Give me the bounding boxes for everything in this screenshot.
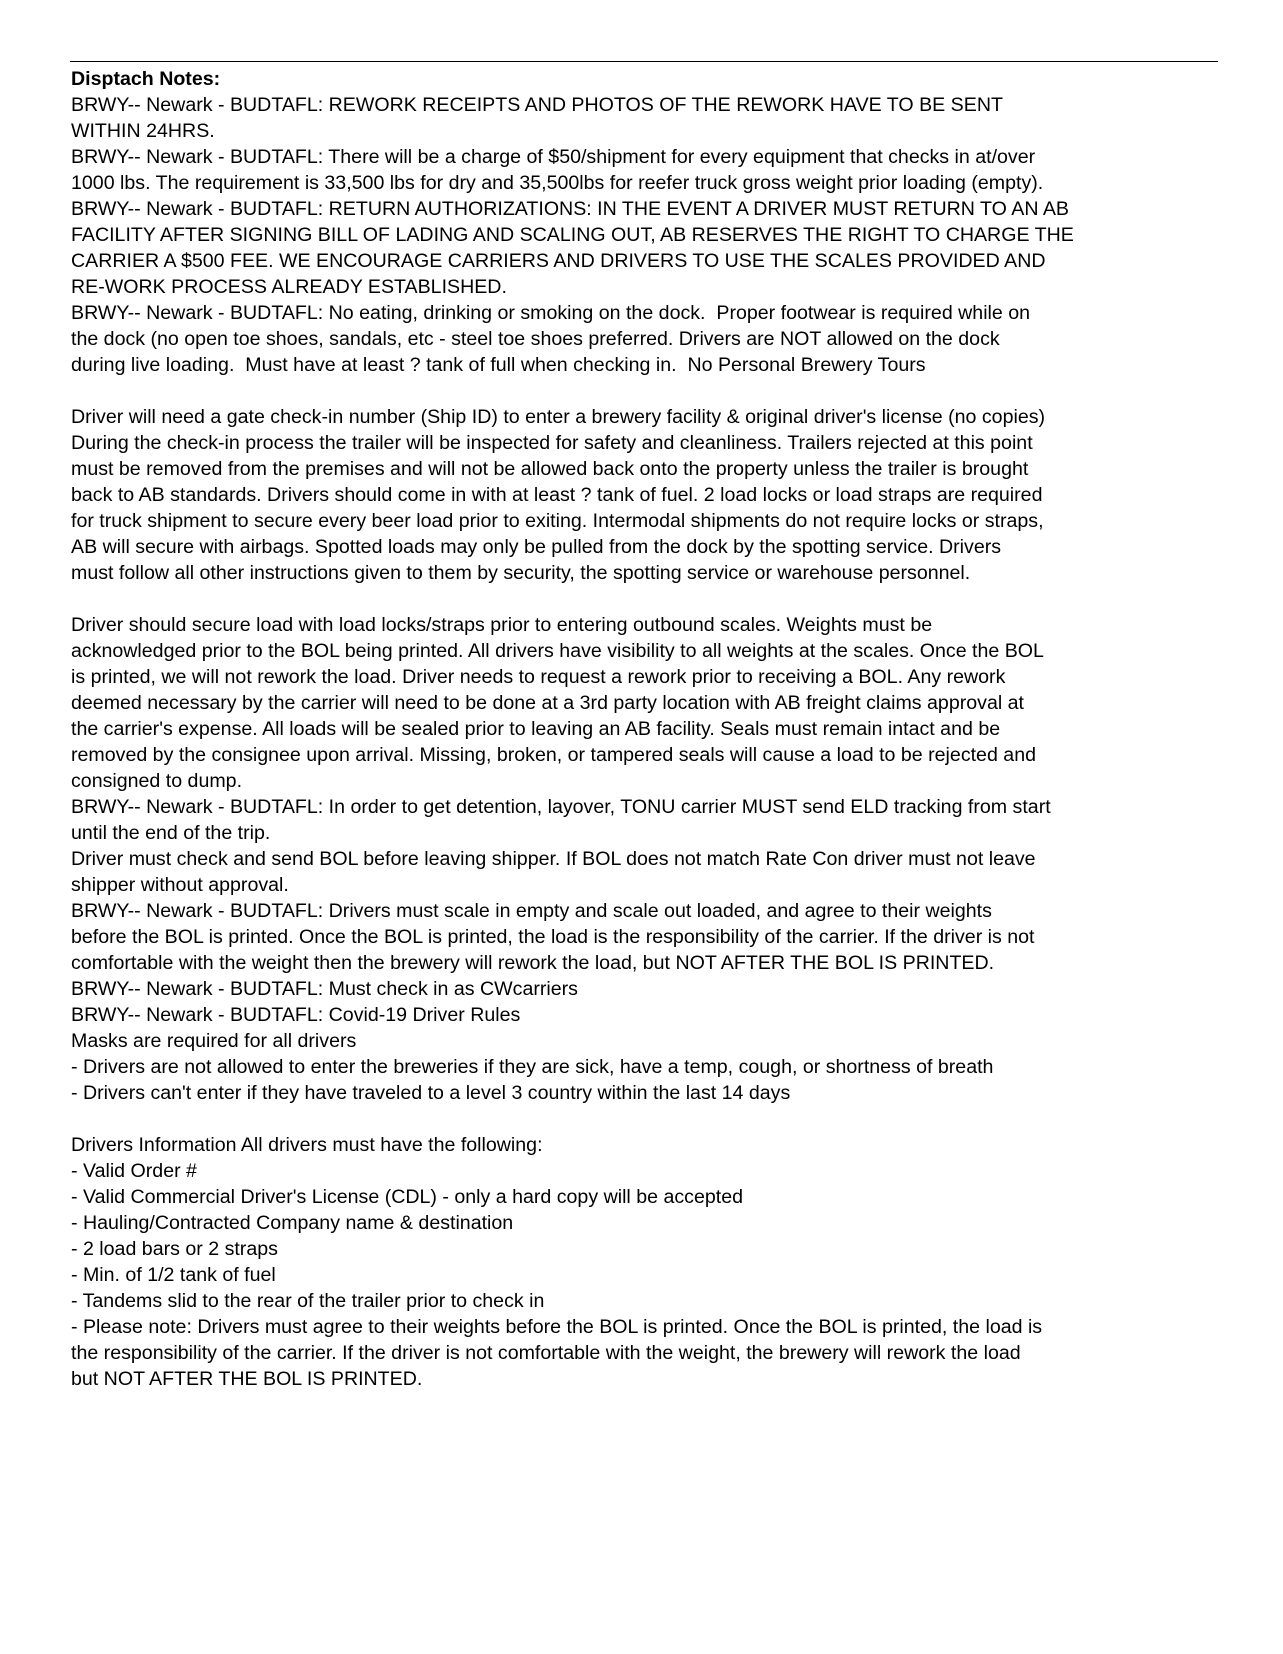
text-line: BRWY-- Newark - BUDTAFL: REWORK RECEIPTS AND PHOTOS OF THE REWORK HAVE TO BE SENT [71, 94, 1003, 116]
text-line: the dock (no open toe shoes, sandals, etc - steel toe shoes preferred. Drivers are NOT allowed on the dock [71, 328, 1000, 350]
text-line: before the BOL is printed. Once the BOL is printed, the load is the responsibility of the carrier. If the driver is not [71, 926, 1035, 948]
text-line: FACILITY AFTER SIGNING BILL OF LADING AND SCALING OUT, AB RESERVES THE RIGHT TO CHARGE THE [71, 224, 1074, 246]
text-line: BRWY-- Newark - BUDTAFL: Drivers must scale in empty and scale out loaded, and agree to their weights [71, 900, 992, 922]
text-line: - Drivers can't enter if they have traveled to a level 3 country within the last 14 days [71, 1082, 791, 1104]
text-line: Masks are required for all drivers [71, 1030, 357, 1052]
text-line: BRWY-- Newark - BUDTAFL: No eating, drinking or smoking on the dock. Proper footwear is required while on [71, 302, 1031, 324]
text-line: is printed, we will not rework the load. Driver needs to request a rework prior to receiving a BOL. Any rework [71, 666, 1006, 688]
text-line: CARRIER A $500 FEE. WE ENCOURAGE CARRIERS AND DRIVERS TO USE THE SCALES PROVIDED AND [71, 250, 1046, 272]
text-line: AB will secure with airbags. Spotted loads may only be pulled from the dock by the spotting service. Drivers [71, 536, 1002, 558]
text-line: back to AB standards. Drivers should come in with at least ? tank of fuel. 2 load locks or load straps are required [71, 484, 1043, 506]
text-line: Driver must check and send BOL before leaving shipper. If BOL does not match Rate Con driver must not leave [71, 848, 1036, 870]
text-line: BRWY-- Newark - BUDTAFL: Must check in as CWcarriers [71, 978, 578, 1000]
text-line: until the end of the trip. [71, 822, 271, 844]
blank-line [71, 378, 1231, 404]
text-line: - Min. of 1/2 tank of fuel [71, 1264, 276, 1286]
top-horizontal-rule [70, 61, 1218, 62]
dispatch-notes-document [71, 66, 1231, 1392]
text-line: BRWY-- Newark - BUDTAFL: RETURN AUTHORIZATIONS: IN THE EVENT A DRIVER MUST RETURN TO AN AB [71, 198, 1069, 220]
text-line: WITHIN 24HRS. [71, 120, 215, 142]
text-line: 1000 lbs. The requirement is 33,500 lbs for dry and 35,500lbs for reefer truck gross weight prior loading (empty). [71, 172, 1044, 194]
blank-line [71, 1106, 1231, 1132]
text-line: BRWY-- Newark - BUDTAFL: There will be a charge of $50/shipment for every equipment that checks in at/over [71, 146, 1036, 168]
text-line: - 2 load bars or 2 straps [71, 1238, 278, 1260]
dispatch-notes-heading: Disptach Notes: [71, 68, 221, 90]
text-line: BRWY-- Newark - BUDTAFL: Covid-19 Driver Rules [71, 1004, 521, 1026]
text-line: the carrier's expense. All loads will be sealed prior to leaving an AB facility. Seals must remain intact and be [71, 718, 1001, 740]
text-line: for truck shipment to secure every beer load prior to exiting. Intermodal shipments do not require locks or straps, [71, 510, 1044, 532]
text-line: during live loading. Must have at least ? tank of full when checking in. No Personal Brewery Tours [71, 354, 926, 376]
text-line: - Drivers are not allowed to enter the breweries if they are sick, have a temp, cough, or shortness of breath [71, 1056, 994, 1078]
text-line: consigned to dump. [71, 770, 243, 792]
text-line: must follow all other instructions given to them by security, the spotting service or warehouse personnel. [71, 562, 971, 584]
text-line: acknowledged prior to the BOL being printed. All drivers have visibility to all weights at the scales. Once the BOL [71, 640, 1044, 662]
text-line: Driver will need a gate check-in number (Ship ID) to enter a brewery facility & original driver's license (no copies) [71, 406, 1046, 428]
text-line: Driver should secure load with load locks/straps prior to entering outbound scales. Weights must be [71, 614, 933, 636]
text-line: shipper without approval. [71, 874, 289, 896]
text-line: - Please note: Drivers must agree to their weights before the BOL is printed. Once the BOL is printed, the load is [71, 1316, 1043, 1338]
text-line: - Valid Commercial Driver's License (CDL) - only a hard copy will be accepted [71, 1186, 743, 1208]
text-line: - Hauling/Contracted Company name & destination [71, 1212, 514, 1234]
blank-line [71, 586, 1231, 612]
text-line: - Tandems slid to the rear of the trailer prior to check in [71, 1290, 545, 1312]
dispatch-notes-body [71, 92, 1231, 1392]
text-line: removed by the consignee upon arrival. Missing, broken, or tampered seals will cause a load to be rejected and [71, 744, 1036, 766]
text-line: - Valid Order # [71, 1160, 197, 1182]
text-line: comfortable with the weight then the brewery will rework the load, but NOT AFTER THE BOL IS PRINTED. [71, 952, 995, 974]
text-line: During the check-in process the trailer will be inspected for safety and cleanliness. Trailers rejected at this point [71, 432, 1033, 454]
text-line: but NOT AFTER THE BOL IS PRINTED. [71, 1368, 423, 1390]
text-line: Drivers Information All drivers must have the following: [71, 1134, 543, 1156]
text-line: BRWY-- Newark - BUDTAFL: In order to get detention, layover, TONU carrier MUST send ELD tracking from start [71, 796, 1051, 818]
text-line: must be removed from the premises and will not be allowed back onto the property unless the trailer is brought [71, 458, 1029, 480]
text-line: RE-WORK PROCESS ALREADY ESTABLISHED. [71, 276, 507, 298]
text-line: the responsibility of the carrier. If the driver is not comfortable with the weight, the brewery will rework the load [71, 1342, 1021, 1364]
text-line: deemed necessary by the carrier will need to be done at a 3rd party location with AB freight claims approval at [71, 692, 1024, 714]
